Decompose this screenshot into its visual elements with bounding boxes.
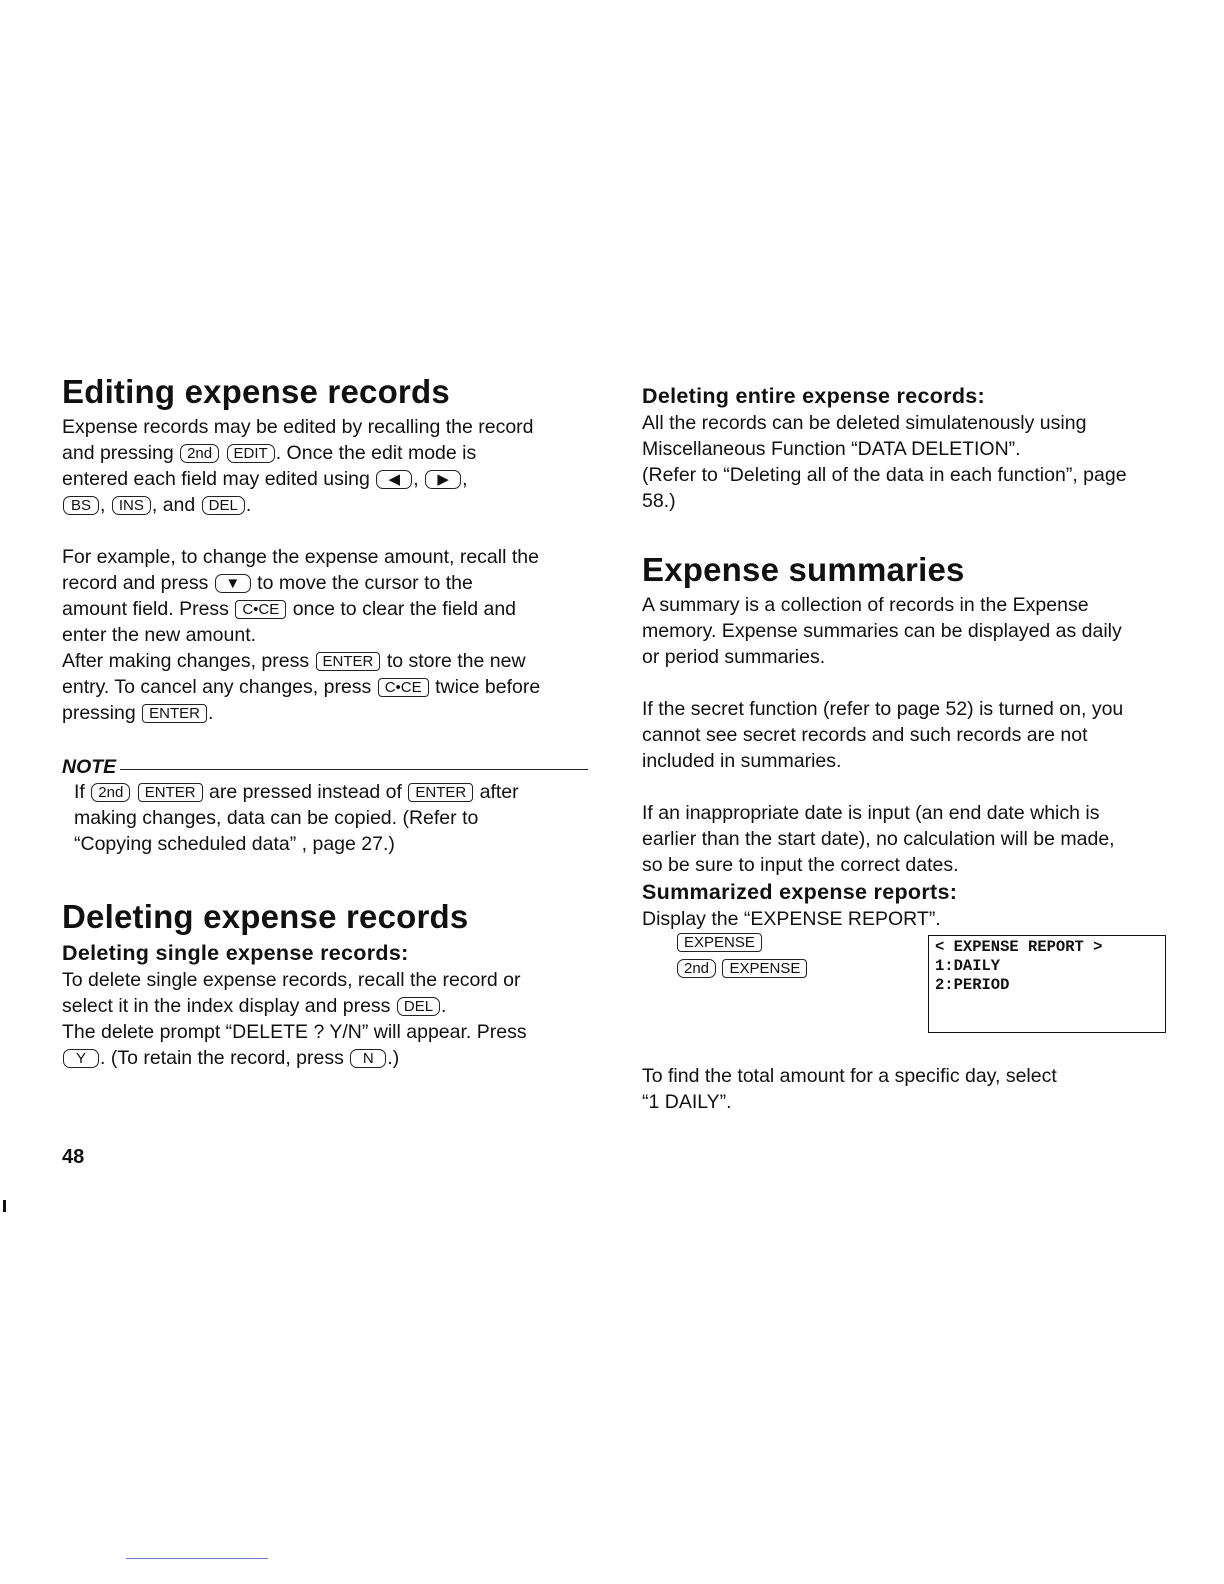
editing-title: Editing expense records — [62, 373, 450, 410]
deleting-subtitle: Deleting single expense records: — [62, 941, 409, 965]
reports-footer: To find the total amount for a specific day, select “1 DAILY”. — [642, 1065, 1057, 1113]
bottom-rule — [126, 1558, 268, 1559]
key-bs: BS — [63, 496, 99, 515]
note-header: NOTE — [62, 756, 588, 779]
page-number: 48 — [62, 1146, 85, 1168]
key-down: ▼ — [215, 574, 251, 593]
expense-report-keys — [676, 933, 808, 985]
key-ins: INS — [112, 496, 151, 515]
key-cce: C•CE — [235, 600, 286, 619]
lcd-line: 1:DAILY — [935, 957, 1001, 975]
key-expense: EXPENSE — [677, 933, 762, 952]
left-column: Editing expense records Expense records may be edited by recalling the record and pressing 2nd EDIT . Once the edit mode is entered each field may edited using ◀ , ▶ , BS , INS , and DEL . For example, to change the expense amount, recall the record and press ▼ to move the cursor to the amount field. Press C•CE once to clear the field and enter the new amount. After making changes, press ENTER to store the new entry. To cancel any changes, press C•CE twice before pressing ENTER . NOTE If 2nd ENTER are pressed instead of ENTER after making changes, data can be copied. (Refer to “Copying scheduled data” , page 27.) Deleting expense records Deleting single expense records: To delete single expense records, recall the record or select it in the index display and press DEL . The delete prompt “DELETE ? Y/N” will appear. Press Y . (To retain the record, press N .) — [62, 372, 588, 1071]
note-body: If 2nd ENTER are pressed instead of ENTER after making changes, data can be copied. (Refer to “Copying scheduled data” , page 27.) — [74, 781, 519, 855]
key-n: N — [350, 1049, 386, 1068]
key-2nd: 2nd — [180, 444, 219, 463]
key-y: Y — [63, 1049, 99, 1068]
summaries-title: Expense summaries — [642, 551, 965, 588]
key-del: DEL — [202, 496, 245, 515]
key-2nd: 2nd — [91, 783, 130, 802]
editing-text: Expense records may be edited by recalling the record — [62, 416, 534, 438]
key-enter: ENTER — [138, 783, 203, 802]
margin-mark — [3, 1200, 6, 1212]
key-left: ◀ — [376, 470, 412, 489]
entire-subtitle: Deleting entire expense records: — [642, 384, 985, 408]
key-right: ▶ — [425, 470, 461, 489]
key-del: DEL — [397, 997, 440, 1016]
key-cce: C•CE — [378, 678, 429, 697]
key-enter: ENTER — [316, 652, 381, 671]
key-enter: ENTER — [408, 783, 473, 802]
key-expense: EXPENSE — [722, 959, 807, 978]
lcd-line: < EXPENSE REPORT > — [935, 938, 1103, 956]
lcd-display — [928, 935, 1166, 1033]
lcd-line: 2:PERIOD — [935, 976, 1010, 994]
deleting-title: Deleting expense records — [62, 898, 469, 935]
key-enter: ENTER — [142, 704, 207, 723]
reports-subtitle: Summarized expense reports: — [642, 880, 958, 904]
right-column: Deleting entire expense records: All the records can be deleted simulatenously using Miscellaneous Function “DATA DELETION”. (Refer to “Deleting all of the data in each function”, page 58.) Expense summaries A summary is a collection of records in the Expense memory. Expense summaries can be displayed as daily or period summaries. If the secret function (refer to page 52) is turned on, you cannot see secret records and such records are not included in summaries. If an inappropriate date is input (an end date which is earlier than the start date), no calculation will be made, so be sure to input the correct dates. Summarized expense reports: Display the “EXPENSE REPORT”. — [642, 382, 1172, 932]
key-edit: EDIT — [227, 444, 275, 463]
key-2nd: 2nd — [677, 959, 716, 978]
